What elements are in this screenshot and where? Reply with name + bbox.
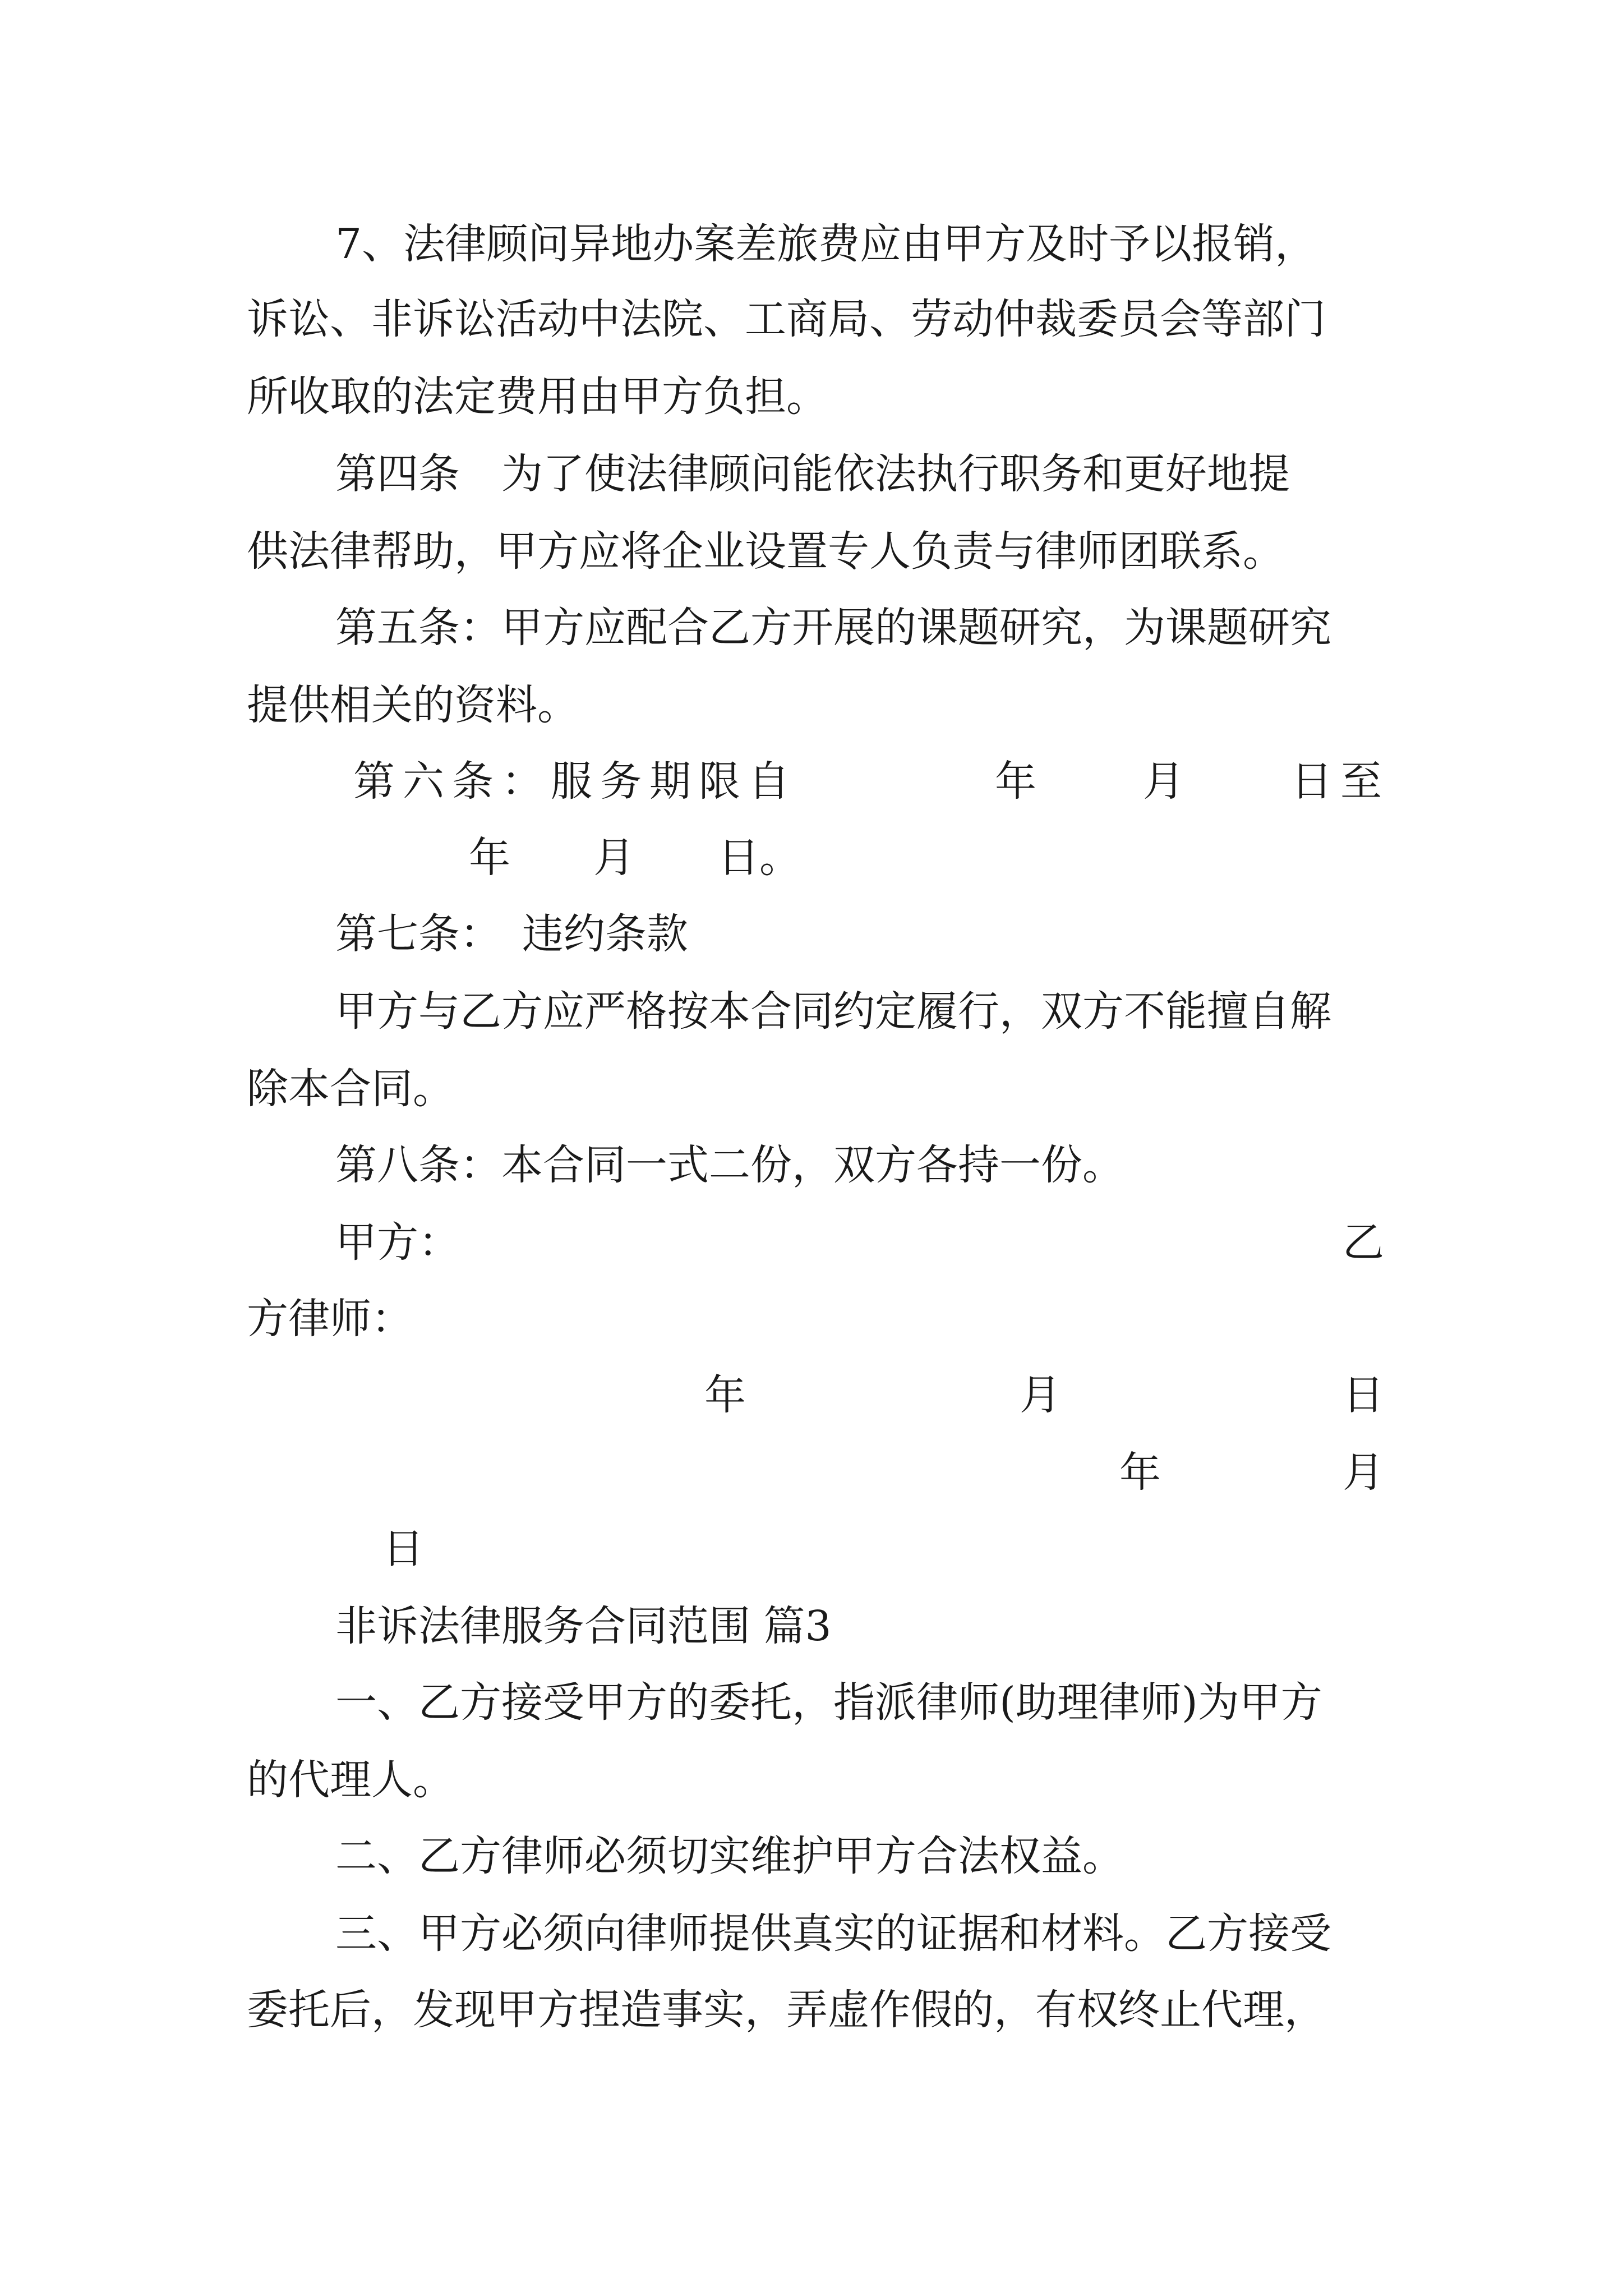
section-title: 非诉法律服务合同范围 篇3 bbox=[335, 1602, 832, 1650]
date-month: 月 bbox=[1343, 1448, 1384, 1497]
party-b-signature-label: 乙 bbox=[1343, 1218, 1384, 1267]
paragraph-line: 提供相关的资料。 bbox=[247, 681, 579, 729]
article-four-line: 第四条 为了使法律顾问能依法执行职务和更好地提 bbox=[335, 450, 1290, 498]
paragraph-line: 供法律帮助，甲方应将企业设置专人负责与律师团联系。 bbox=[247, 527, 1284, 576]
paragraph-line: 诉讼、非诉讼活动中法院、工商局、劳动仲裁委员会等部门 bbox=[247, 295, 1326, 343]
article-eight-line: 第八条：本合同一式二份，双方各持一份。 bbox=[335, 1141, 1124, 1189]
article-six-date-line: 年 月 日。 bbox=[469, 834, 801, 882]
party-a-signature-label: 甲方： bbox=[335, 1218, 460, 1267]
article-six-line: 第六条：服务期限自 年 月 日至 bbox=[353, 757, 1390, 806]
date-day: 日 bbox=[382, 1525, 424, 1573]
item-number: 7、法律顾问异地办案差旅费应由甲方及时予以报销， bbox=[335, 220, 1317, 268]
paragraph-line: 除本合同。 bbox=[247, 1065, 454, 1113]
article-five-line: 第五条：甲方应配合乙方开展的课题研究，为课题研究 bbox=[335, 604, 1331, 652]
date-month: 月 bbox=[1020, 1371, 1061, 1419]
paragraph-line bbox=[335, 220, 1384, 268]
paragraph-line: 二、乙方律师必须切实维护甲方合法权益。 bbox=[335, 1832, 1124, 1880]
paragraph-line: 甲方与乙方应严格按本合同约定履行，双方不能擅自解 bbox=[335, 987, 1331, 1036]
paragraph-line: 委托后，发现甲方捏造事实，弄虚作假的，有权终止代理， bbox=[247, 1986, 1326, 2034]
date-year: 年 bbox=[704, 1371, 746, 1419]
date-day: 日 bbox=[1343, 1371, 1384, 1419]
date-year: 年 bbox=[1119, 1448, 1161, 1497]
paragraph-line: 一、乙方接受甲方的委托，指派律师(助理律师)为甲方 bbox=[335, 1678, 1322, 1727]
paragraph-line: 所收取的法定费用由甲方负担。 bbox=[247, 372, 828, 421]
paragraph-line: 三、甲方必须向律师提供真实的证据和材料。乙方接受 bbox=[335, 1910, 1331, 1958]
party-b-signature-label-cont: 方律师： bbox=[247, 1295, 413, 1343]
paragraph-line: 的代理人。 bbox=[247, 1756, 454, 1804]
article-seven-title: 第七条： 违约条款 bbox=[335, 910, 688, 958]
